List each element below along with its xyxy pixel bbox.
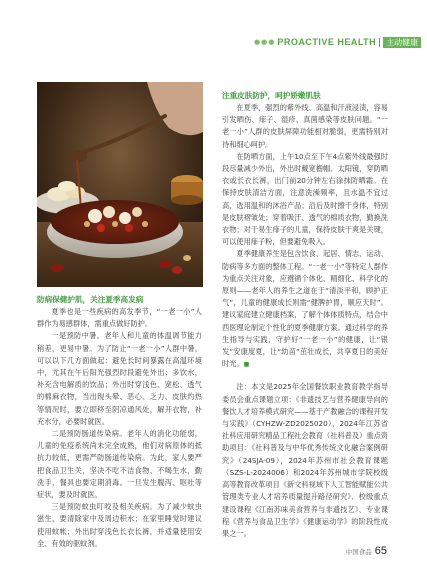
header-divider [379, 38, 380, 47]
paragraph: 夏季也是一些疾病的高发季节，“一老一小”人群作为易感群体，需重点做好防护。 [37, 307, 202, 329]
paragraph: 三是预防蚊虫叮咬及相关疾病。为了减少蚊虫滋生，要清除家中及周边积水；在家里睡觉时建议使用蚊帐；外出时穿浅色长衣长裤，并适量使用安全、有效的驱蚊剂。 [37, 502, 202, 548]
left-column [37, 294, 202, 550]
dessert-photo [37, 82, 203, 287]
paragraph: 在夏季，强烈的紫外线、高温和汗液浸渍，容易引发晒伤、痱子、湿疹、真菌感染等皮肤问题。“一老一小”人群的皮肤屏障功能相对脆弱，更需特别对待和细心呵护。 [222, 103, 388, 149]
right-column [222, 90, 388, 540]
section-header [254, 36, 421, 48]
section-title-cn: 主动健康 [383, 37, 421, 48]
footnote: 注：本文是2025年全国餐饮职业教育教学指导委员会重点课题立项：《非遗技艺与营养健康导向的餐饮人才培养模式研究——基于产教融合的课程开发与实践》（CYHZW-ZD2025020），2024年江苏省社科应用研究精品工程社会教育（社科普及）重点资助项目：《社科普及与中华优秀传统文化融合案例研究》（24SJA-09），2024年苏州市社会教育课题（SZS-L-2024006）和2024年苏州城市学院校级高等教育改革项目《新文科视域下人工智能赋能公共管理类专业人才培养质量提升路径研究》、校级重点建设课程《江南苏味美食营养与非遗技艺》、专业课程《营养与食品卫生学》《健康运动学》的阶段性成果之一。 [222, 382, 388, 538]
paragraph: 一是预防中暑。老年人和儿童的体温调节能力稍差，更易中暑。为了防止“一老一小”人群中暑，可以以下几方面做起：避免长时间暴露在高温环境中，尤其在午后阳光强烈时段避免外出；多饮水，补充含电解质的饮品；外出时穿浅色、宽松、透气的棉麻衣物，当出现头晕、恶心、乏力、皮肤灼热等情况时，要立即移至阴凉通风处，解开衣物，补充水分，必要时就医。 [37, 331, 202, 426]
page-footer [346, 545, 387, 557]
page-number: 65 [374, 545, 387, 557]
subhead-disease-prevention: 防病保健护肌，关注夏季高发病 [37, 295, 144, 304]
section-title-en: PROACTIVE HEALTH [277, 37, 377, 47]
paragraph: 夏季健康养生是包含饮食、起居、情志、运动、防病等多方面的整体工程。“一老一小”等特定人群作为重点关注对象，应遵循个体化、精细化、科学化的原则——老年人的养生之道在于“清淡平和，顾护正气”，儿童的健康成长则需“健脾护胃，顺应天时”。建议家庭建立健康档案，了解个体体质特点，结合中西医理论制定个性化的夏季健康方案。通过科学的养生指导与实践，守护好“一老一小”的健康，让“银发”安康度夏，让“幼苗”茁壮成长，共享夏日的美好时光。■ [222, 249, 388, 369]
decorative-dots: ●●● [254, 38, 276, 46]
subhead-skin-protection: 注重皮肤防护，呵护娇嫩肌肤 [222, 91, 321, 100]
paragraph: 二是预防肠道传染病。老年人的消化功能弱，儿童的免疫系统尚未完全成熟，他们对病原体的抵抗力较低，更需严防肠道传染病。为此，家人要严把食品卫生关，坚决不吃不洁食物、不喝生水，勤洗手，餐具也要定期消毒。一旦发生腹泻、呕吐等症状，要及时就医。 [37, 429, 202, 500]
end-mark-icon: ■ [243, 361, 250, 369]
paragraph: 在防晒方面，上午10点至下午4点紫外线最强时段尽量减少外出，外出时戴宽檐帽、太阳镜，穿防晒衣或长衣长裤，出门前20分钟左右涂抹防晒霜。在保持皮肤清洁方面，注意洗澡频率，且水温不宜过高，选用温和的沐浴产品；沿后及时擦干身体，特别是皮肤褶皱处；穿着吸汗、透气的棉质衣物，勤换洗衣物；对于易生痱子的儿童，保持皮肤干爽是关键，可以使用痱子粉，但要避免吸入。 [222, 151, 388, 247]
food-photo-illustration [37, 82, 203, 287]
magazine-name: 中国食品 [345, 547, 372, 556]
